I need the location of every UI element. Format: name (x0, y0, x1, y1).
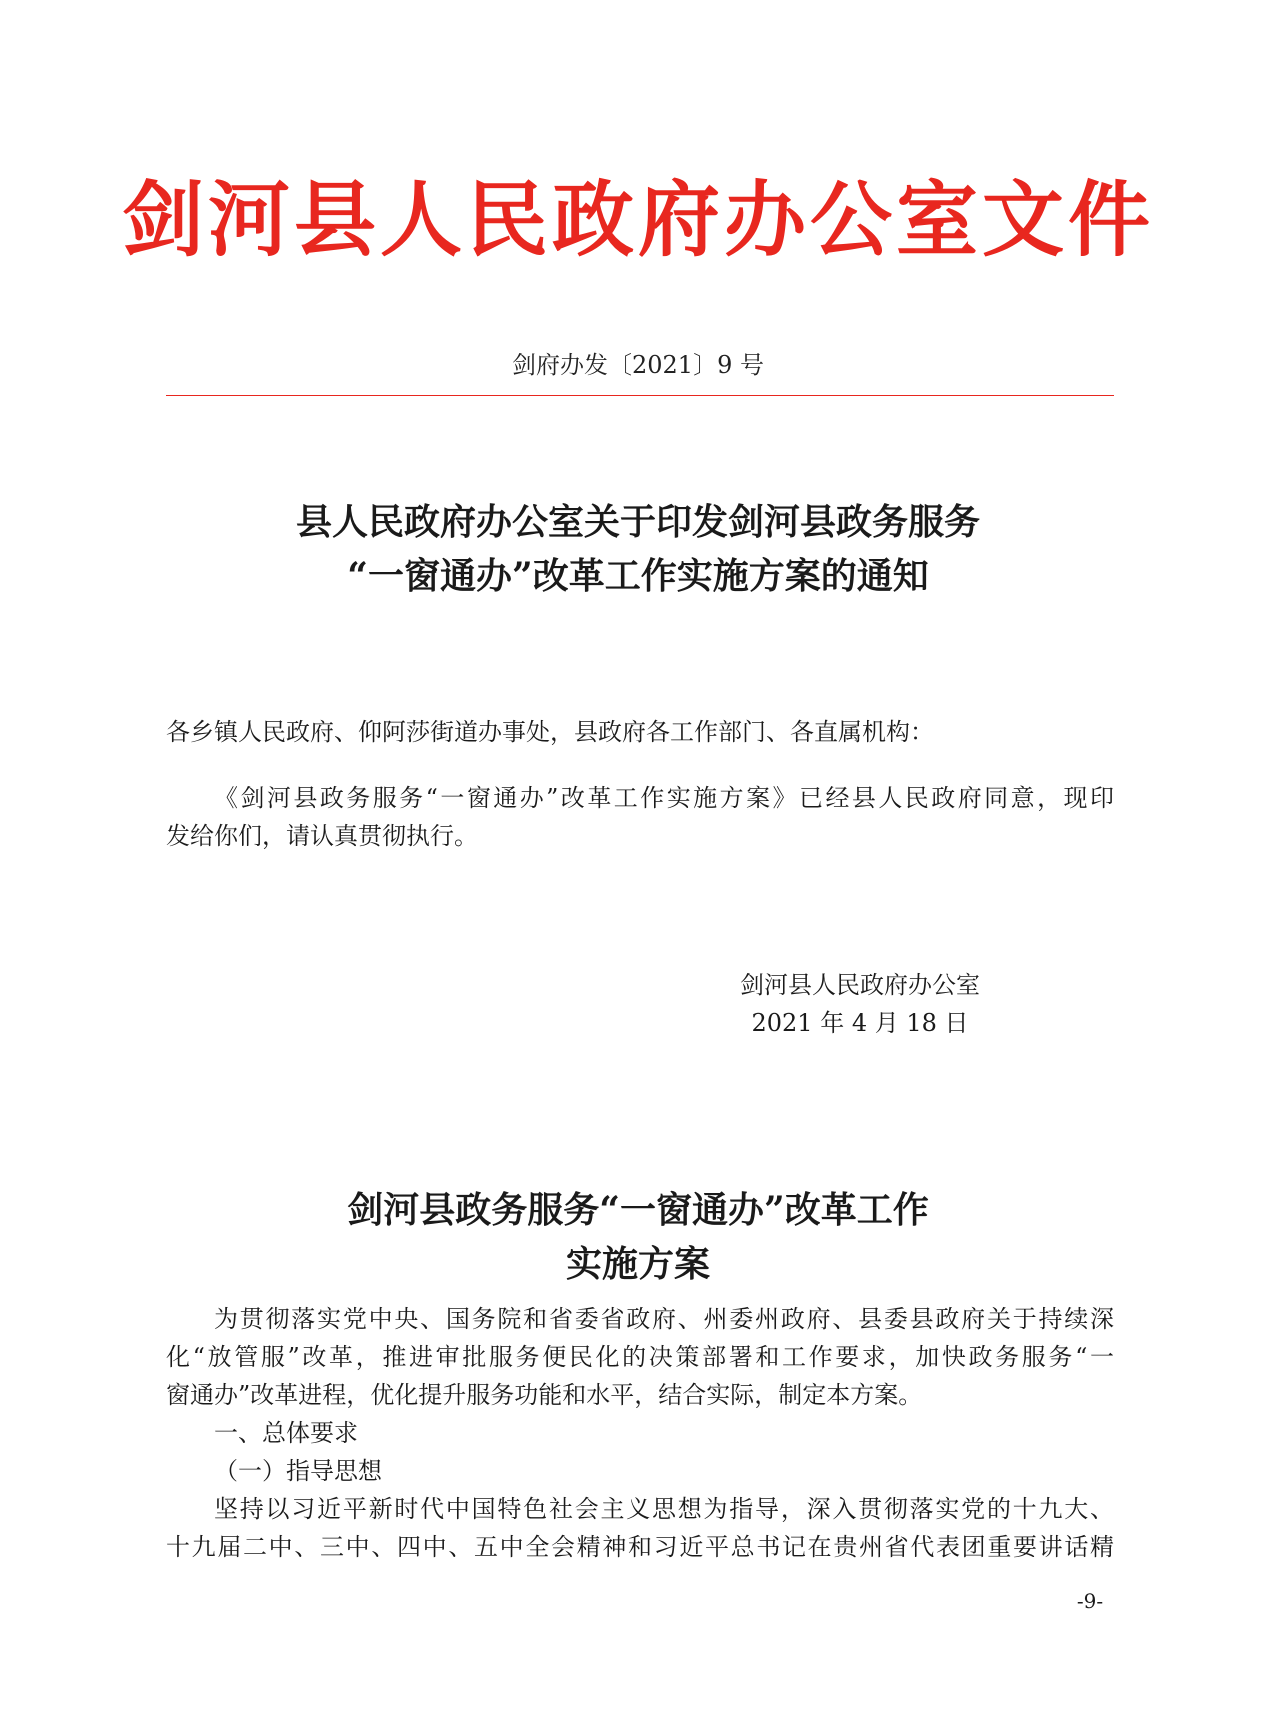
plan-intro-line: 窗通办”改革进程，优化提升服务功能和水平，结合实际，制定本方案。 (166, 1381, 923, 1409)
page-number: -9- (1076, 1589, 1104, 1613)
red-divider-line (166, 395, 1114, 396)
notice-title-line: 县人民政府办公室关于印发剑河县政务服务 (295, 501, 980, 543)
document-header-title: 剑河县人民政府办公室文件 (121, 172, 1154, 268)
plan-title (0, 1183, 1276, 1291)
notice-recipients: 各乡镇人民政府、仰阿莎街道办事处，县政府各工作部门、各直属机构： (166, 718, 934, 746)
section-heading: 一、总体要求 (214, 1419, 358, 1447)
plan-title-line: 剑河县政务服务“一窗通办”改革工作 (347, 1189, 929, 1231)
signature-date: 2021 年 4 月 18 日 (751, 1009, 969, 1037)
notice-title (0, 495, 1276, 603)
document-number: 剑府办发〔2021〕9 号 (512, 351, 764, 379)
plan-intro-line: 为贯彻落实党中央、国务院和省委省政府、州委州政府、县委县政府关于持续深 (214, 1305, 1114, 1333)
notice-title-line: “一窗通办”改革工作实施方案的通知 (347, 555, 929, 597)
plan-intro-line: 化“放管服”改革，推进审批服务便民化的决策部署和工作要求，加快政务服务“一 (166, 1343, 1114, 1371)
notice-body-line: 发给你们，请认真贯彻执行。 (166, 822, 478, 850)
plan-paragraph-line: 坚持以习近平新时代中国特色社会主义思想为指导，深入贯彻落实党的十九大、 (214, 1495, 1114, 1523)
signature-org: 剑河县人民政府办公室 (740, 971, 980, 999)
subsection-heading: （一）指导思想 (214, 1457, 382, 1485)
plan-body (166, 1300, 1114, 1566)
plan-paragraph-line: 十九届二中、三中、四中、五中全会精神和习近平总书记在贵州省代表团重要讲话精 (166, 1533, 1114, 1561)
notice-body (166, 779, 1114, 855)
plan-title-line: 实施方案 (565, 1243, 710, 1285)
signature-block (700, 966, 1020, 1042)
notice-body-line: 《剑河县政务服务“一窗通办”改革工作实施方案》已经县人民政府同意，现印 (214, 784, 1114, 812)
